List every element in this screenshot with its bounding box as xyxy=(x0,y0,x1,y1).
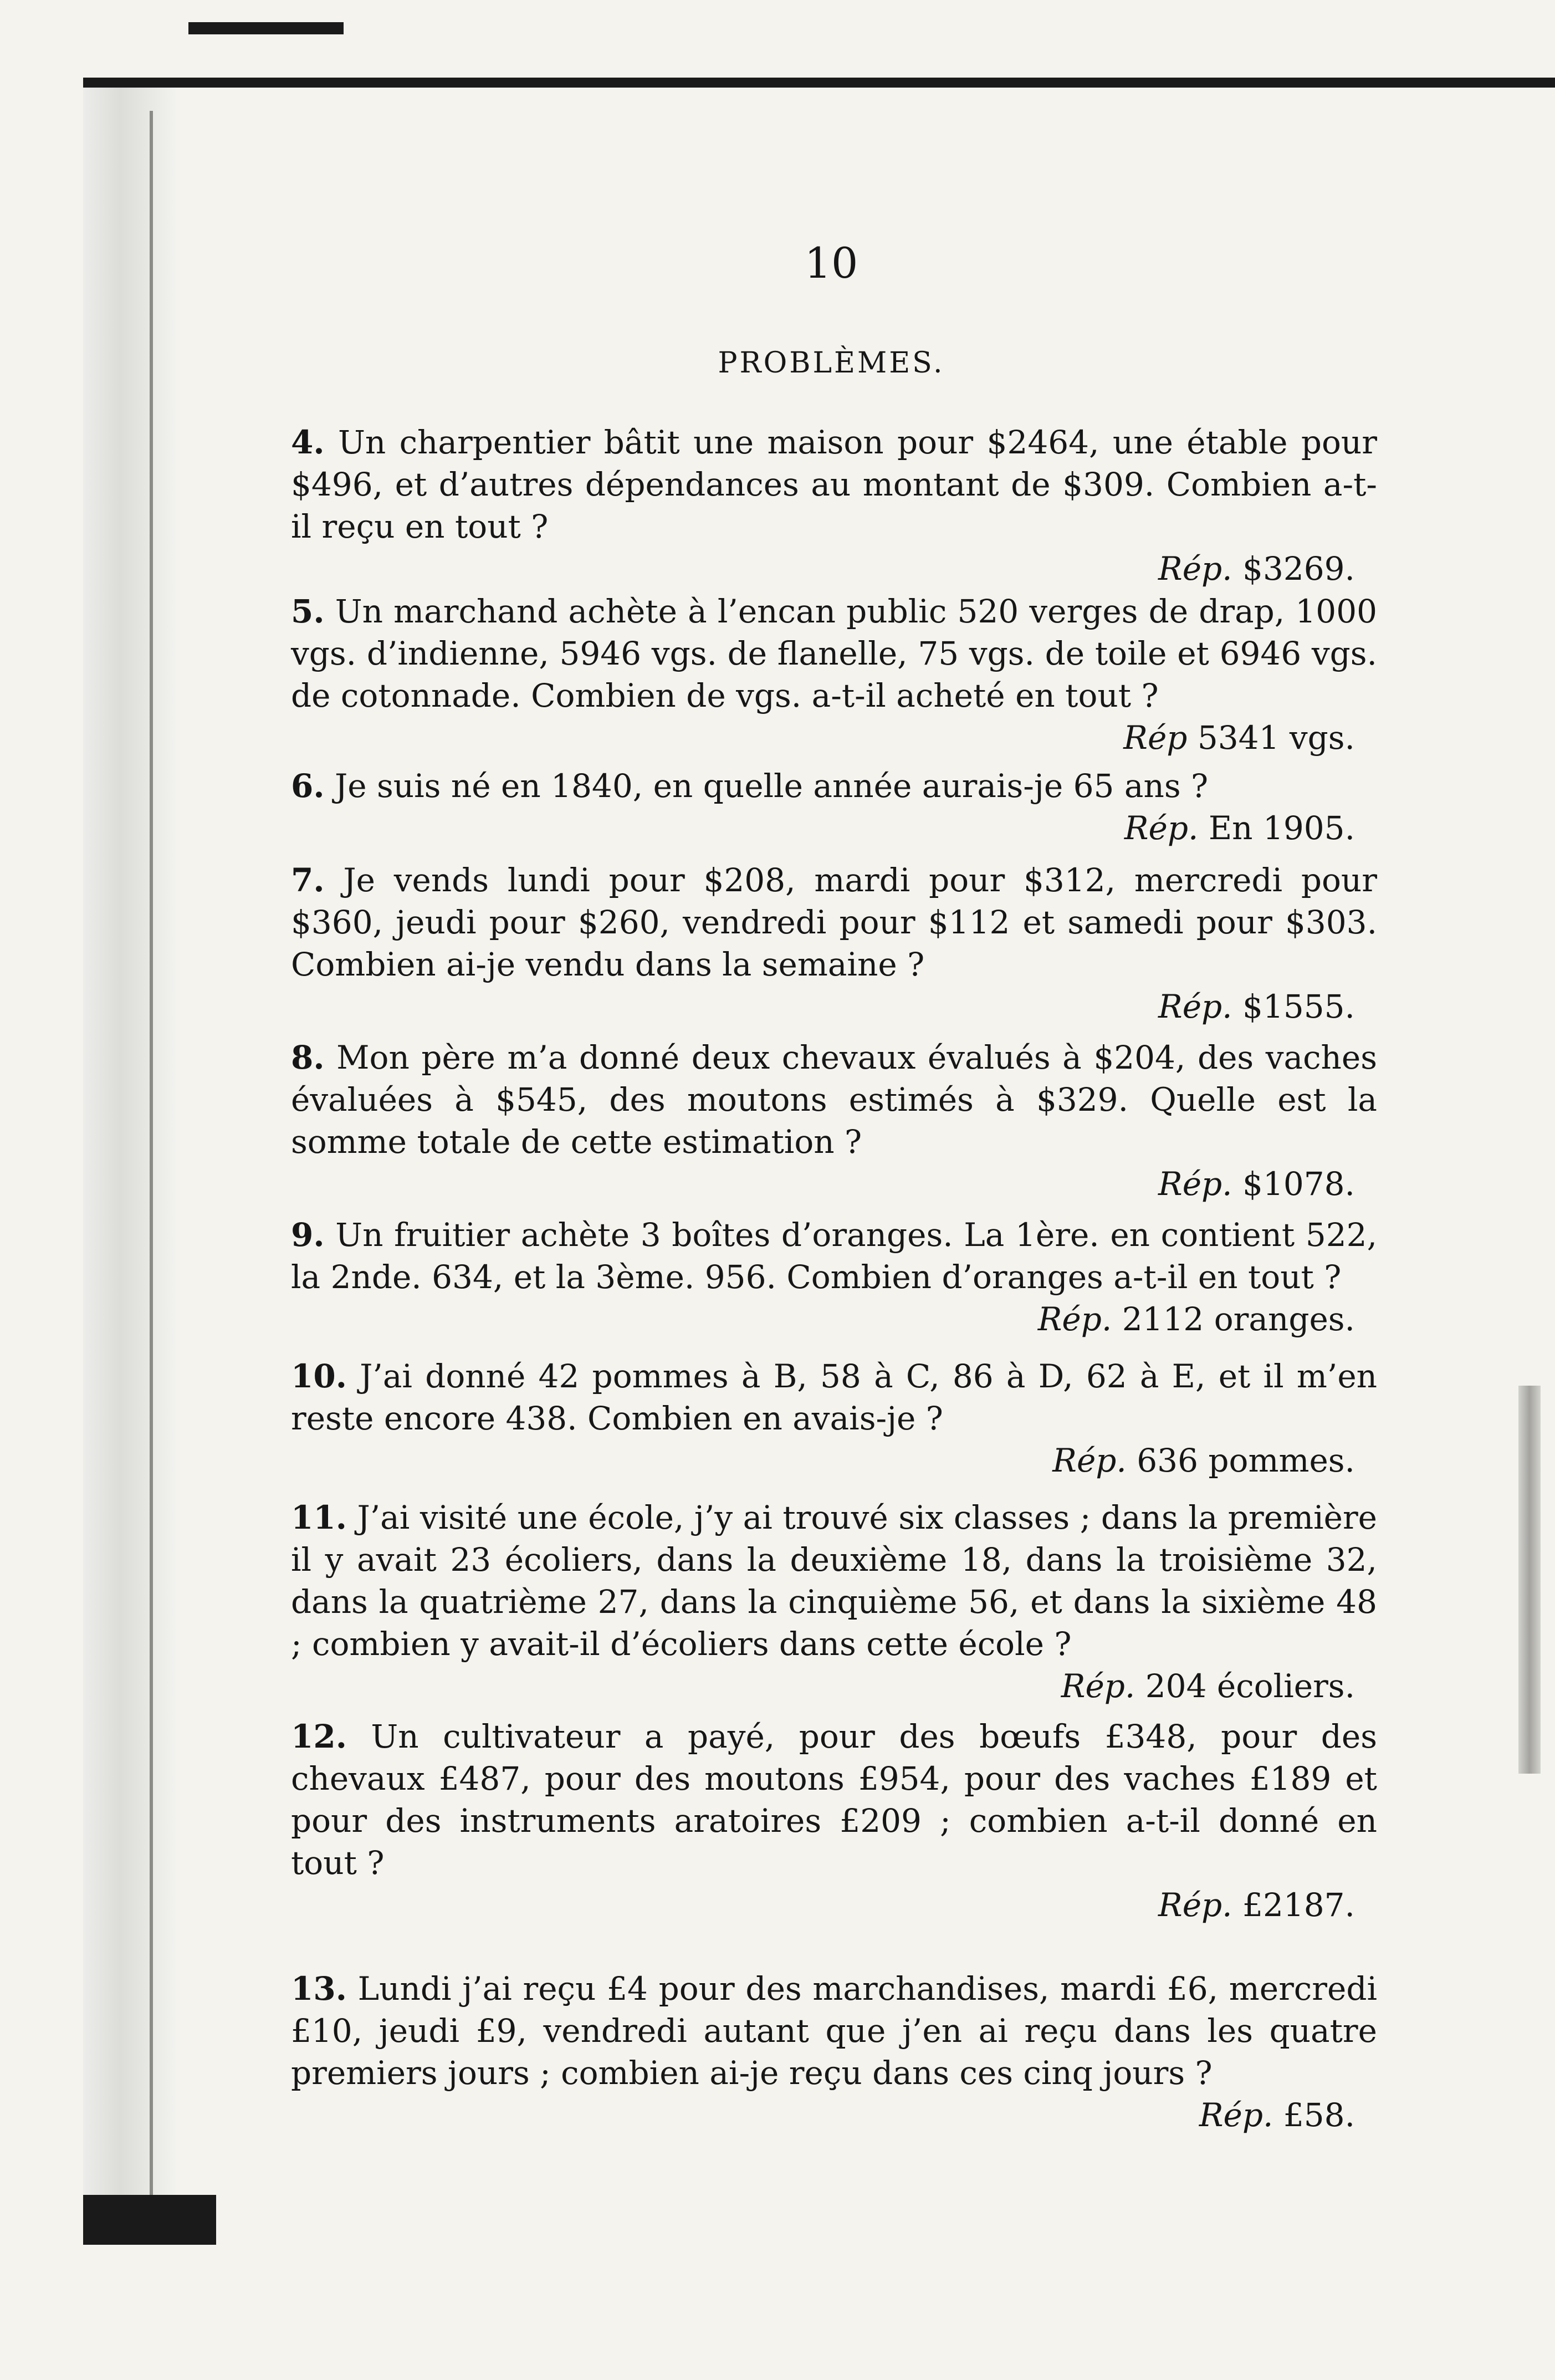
problem-13 xyxy=(291,1968,1377,2136)
problem-text: Lundi j’ai reçu £4 pour des marchandises, mardi £6, mercredi £10, jeudi £9, vendredi autant que j’en ai reçu dans les quatre premiers jours ; combien ai-je reçu dans ces cinq jours ? xyxy=(291,1970,1378,2092)
problem-12 xyxy=(291,1715,1377,1926)
problem-number: 6. xyxy=(291,767,325,805)
answer-label: Rép. xyxy=(1158,550,1232,588)
page-title: PROBLÈMES. xyxy=(718,346,945,380)
answer-label: Rép. xyxy=(1124,809,1199,847)
problem-number: 12. xyxy=(291,1718,347,1755)
problem-answer xyxy=(291,1439,1377,1482)
page-top-rule xyxy=(83,78,1555,88)
answer-label: Rép xyxy=(1123,719,1188,757)
answer-label: Rép. xyxy=(1158,988,1232,1025)
problem-text: Mon père m’a donné deux chevaux évalués à $204, des vaches évaluées à $545, des moutons estimés à $329. Quelle est la somme totale de cette estimation ? xyxy=(291,1039,1378,1161)
problem-answer xyxy=(291,1298,1377,1340)
problem-number: 10. xyxy=(291,1357,347,1395)
answer-value: $1078. xyxy=(1242,1165,1355,1203)
problem-text: Un fruitier achète 3 boîtes d’oranges. La 1ère. en contient 522, la 2nde. 634, et la 3ème. 956. Combien d’oranges a-t-il en tout ? xyxy=(291,1216,1378,1296)
problem-text: J’ai visité une école, j’y ai trouvé six classes ; dans la première il y avait 23 écoliers, dans la deuxième 18, dans la troisième 32, dans la quatrième 27, dans la cinquième 56, et dans la sixième 48 ; combien y avait-il d’écoliers dans cette école ? xyxy=(291,1499,1378,1663)
problem-text: Un charpentier bâtit une maison pour $2464, une étable pour $496, et d’autres dépendances au montant de $309. Combien a-t-il reçu en tout ? xyxy=(291,423,1377,545)
problem-number: 4. xyxy=(291,423,325,461)
binding-line xyxy=(150,111,153,2228)
problem-6 xyxy=(291,765,1377,849)
scan-mark xyxy=(188,22,344,34)
answer-value: $1555. xyxy=(1242,988,1355,1025)
problem-4 xyxy=(291,421,1377,590)
answer-label: Rép. xyxy=(1199,2096,1273,2134)
problem-answer xyxy=(291,717,1377,759)
problem-number: 9. xyxy=(291,1216,325,1254)
page-number: 10 xyxy=(804,238,858,288)
answer-label: Rép. xyxy=(1158,1886,1232,1924)
problem-8 xyxy=(291,1036,1377,1205)
problem-5 xyxy=(291,590,1377,759)
answer-value: $3269. xyxy=(1242,550,1355,588)
answer-label: Rép. xyxy=(1037,1300,1112,1338)
problem-number: 13. xyxy=(291,1970,347,2008)
problem-number: 5. xyxy=(291,593,325,630)
answer-label: Rép. xyxy=(1158,1165,1232,1203)
answer-value: 204 écoliers. xyxy=(1145,1667,1355,1705)
problem-answer xyxy=(291,807,1377,849)
problem-number: 11. xyxy=(291,1499,347,1536)
problem-answer xyxy=(291,1665,1377,1707)
problem-answer xyxy=(291,985,1377,1028)
answer-value: 2112 oranges. xyxy=(1122,1300,1355,1338)
problem-9 xyxy=(291,1214,1377,1340)
problem-text: Je suis né en 1840, en quelle année aurais-je 65 ans ? xyxy=(335,767,1209,805)
problem-10 xyxy=(291,1355,1377,1482)
answer-value: £2187. xyxy=(1242,1886,1355,1924)
problem-number: 8. xyxy=(291,1039,325,1076)
scan-corner-block xyxy=(83,2195,216,2245)
problem-7 xyxy=(291,859,1377,1028)
problem-text: J’ai donné 42 pommes à B, 58 à C, 86 à D, 62 à E, et il m’en reste encore 438. Combien en avais-je ? xyxy=(291,1357,1378,1437)
answer-label: Rép. xyxy=(1061,1667,1135,1705)
problem-11 xyxy=(291,1497,1377,1707)
problem-number: 7. xyxy=(291,861,325,899)
page-edge-shadow xyxy=(1518,1386,1541,1774)
problem-answer xyxy=(291,1884,1377,1926)
answer-value: £58. xyxy=(1283,2096,1355,2134)
problem-text: Je vends lundi pour $208, mardi pour $312, mercredi pour $360, jeudi pour $260, vendredi pour $112 et samedi pour $303. Combien ai-je vendu dans la semaine ? xyxy=(291,861,1378,983)
problem-answer xyxy=(291,2094,1377,2136)
problem-answer xyxy=(291,1163,1377,1205)
answer-value: En 1905. xyxy=(1208,809,1355,847)
page-binding-edge xyxy=(83,88,176,2233)
problem-text: Un marchand achète à l’encan public 520 verges de drap, 1000 vgs. d’indienne, 5946 vgs. de flanelle, 75 vgs. de toile et 6946 vgs. de cotonnade. Combien de vgs. a-t-il acheté en tout ? xyxy=(291,593,1378,714)
problem-text: Un cultivateur a payé, pour des bœufs £348, pour des chevaux £487, pour des moutons £954, pour des vaches £189 et pour des instruments aratoires £209 ; combien a-t-il donné en tout ? xyxy=(291,1718,1377,1882)
answer-value: 636 pommes. xyxy=(1137,1442,1355,1479)
problem-answer xyxy=(291,548,1377,590)
answer-value: 5341 vgs. xyxy=(1197,719,1355,757)
answer-label: Rép. xyxy=(1052,1442,1127,1479)
